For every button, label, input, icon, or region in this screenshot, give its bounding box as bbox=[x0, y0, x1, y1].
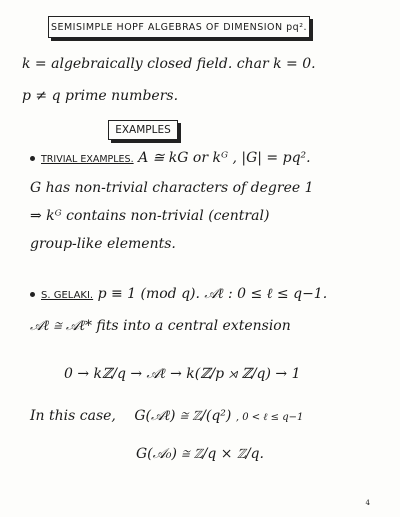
case-zero-formula: G(𝒜₀) ≅ ℤ/q × ℤ/q. bbox=[136, 446, 264, 462]
gelaki-statement: p ≡ 1 (mod q). 𝒜ℓ : 0 ≤ ℓ ≤ q−1. bbox=[97, 286, 328, 302]
page-title: SEMISIMPLE HOPF ALGEBRAS OF DIMENSION pq². bbox=[50, 21, 308, 33]
gelaki-row bbox=[30, 286, 327, 303]
bullet-icon bbox=[30, 292, 35, 297]
bullet-icon bbox=[30, 156, 35, 161]
trivial-line-4: group-like elements. bbox=[30, 236, 176, 252]
trivial-line-3: ⇒ kᴳ contains non-trivial (central) bbox=[30, 208, 270, 224]
examples-heading: EXAMPLES bbox=[115, 124, 171, 136]
central-extension-sequence: 0 → kℤ/q → 𝒜ℓ → k(ℤ/p ⋊ ℤ/q) → 1 bbox=[64, 366, 301, 382]
field-definition: k = algebraically closed field. char k = 0. bbox=[22, 56, 316, 72]
page-number: 4 bbox=[365, 499, 370, 507]
case-intro: In this case, bbox=[30, 408, 116, 424]
case-formula: G(𝒜ℓ) ≅ ℤ/(q²) bbox=[134, 408, 232, 424]
case-row bbox=[30, 408, 303, 425]
case-range: , 0 < ℓ ≤ q−1 bbox=[235, 412, 304, 423]
primes-definition: p ≠ q prime numbers. bbox=[22, 88, 179, 104]
gelaki-line-2: 𝒜ℓ ≅ 𝒜ℓ* fits into a central extension bbox=[30, 318, 291, 334]
trivial-line-2: G has non-trivial characters of degree 1 bbox=[30, 180, 314, 196]
gelaki-label: S. GELAKI. bbox=[41, 290, 94, 301]
trivial-examples-label: TRIVIAL EXAMPLES. bbox=[41, 154, 134, 165]
trivial-examples-statement: A ≅ kG or kᴳ , |G| = pq². bbox=[138, 150, 311, 166]
trivial-examples-row bbox=[30, 150, 311, 166]
title-box bbox=[48, 16, 310, 38]
examples-box bbox=[108, 120, 178, 140]
